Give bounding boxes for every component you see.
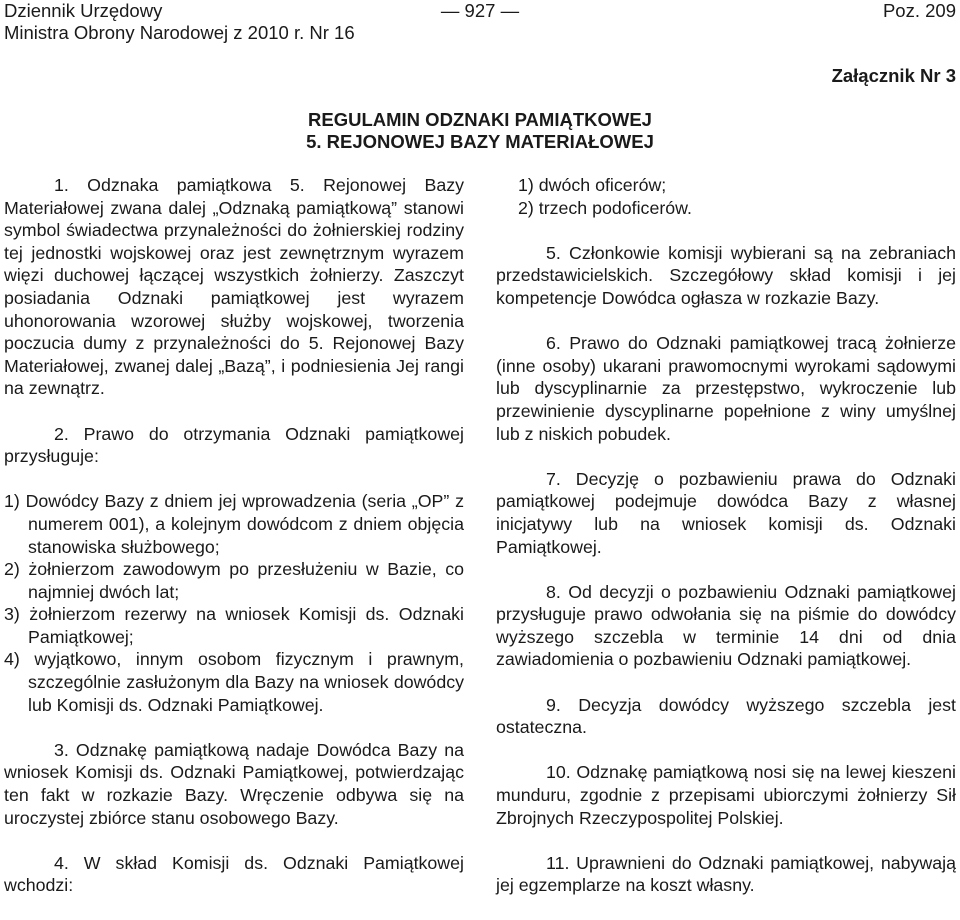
list-item: 4) wyjątkowo, innym osobom fizycznym i prawnym, szczególnie zasłużonym dla Bazy na wniosek dowódcy lub Komisji ds. Odznaki Pamiątkowej. <box>4 649 464 715</box>
position-number: Poz. 209 <box>882 0 956 21</box>
paragraph-4: 4. W skład Komisji ds. Odznaki Pamiątkowej wchodzi: <box>4 852 464 896</box>
commission-list <box>496 174 956 219</box>
paragraph-7: 7. Decyzję o pozbawieniu prawa do Odznaki pamiątkowej podejmuje dowódca Bazy z własnej inicjatywy lub na wniosek komisji ds. Odznaki Pamiątkowej. <box>496 468 956 557</box>
list-item: 3) żołnierzom rezerwy na wniosek Komisji ds. Odznaki Pamiątkowej; <box>4 604 464 647</box>
title-line-1: REGULAMIN ODZNAKI PAMIĄTKOWEJ <box>308 109 652 130</box>
paragraph-8: 8. Od decyzji o pozbawieniu Odznaki pamiątkowej przysługuje prawo odwołania się na piśmie do dowódcy wyższego szczebla w terminie 14 dni od dnia zawiadomienia o pozbawieniu Odznaki pamiątkowej. <box>496 581 956 670</box>
paragraph-9: 9. Decyzja dowódcy wyższego szczebla jest ostateczna. <box>496 694 956 738</box>
paragraph-5: 5. Członkowie komisji wybierani są na zebraniach przedstawicielskich. Szczegółowy skład komisji i jej kompetencje Dowódca ogłasza w rozkazie Bazy. <box>496 242 956 308</box>
paragraph-2: 2. Prawo do otrzymania Odznaki pamiątkowej przysługuje: <box>4 423 464 467</box>
paragraph-1: 1. Odznaka pamiątkowa 5. Rejonowej Bazy Materiałowej zwana dalej „Odznaką pamiątkową” stanowi symbol świadectwa przynależności do żołnierskiej rodziny tej jednostki wojskowej oraz jest zewnętrznym wyrazem więzi duchowej łączącej wszystkich żołnierzy. Zaszczyt posiadania Odznaki pamiątkowej jest wyrazem uhonorowania wzorowej służby wojskowej, tworzenia poczucia dumy z przynależności do 5. Rejonowej Bazy Materiałowej, zwanej dalej „Bazą”, i podniesienia Jej rangi na zewnątrz. <box>4 175 464 399</box>
journal-name: Dziennik Urzędowy <box>4 0 163 21</box>
paragraph-6: 6. Prawo do Odznaki pamiątkowej tracą żołnierze (inne osoby) ukarani prawomocnymi wyrokami sądowymi lub dyscyplinarnie za przestępstwo, wykroczenie lub przewinienie dyscyplinarne popełnione z winy umyślnej lub z niskich pobudek. <box>496 333 956 444</box>
left-column <box>4 174 464 920</box>
list-item: 2) żołnierzom zawodowym po przesłużeniu w Bazie, co najmniej dwóch lat; <box>4 559 464 602</box>
annex-label: Załącznik Nr 3 <box>831 65 956 86</box>
list-item: 1) Dowódcy Bazy z dniem jej wprowadzenia (seria „OP” z numerem 001), a kolejnym dowódcom z dniem objęcia stanowiska służbowego; <box>4 491 464 557</box>
title-line-2: 5. REJONOWEJ BAZY MATERIAŁOWEJ <box>306 131 654 152</box>
list-item: 2) trzech podoficerów. <box>518 197 692 218</box>
list-item: 1) dwóch oficerów; <box>518 175 667 195</box>
paragraph-3: 3. Odznakę pamiątkową nadaje Dowódca Bazy na wniosek Komisji ds. Odznaki Pamiątkowej, potwierdzając ten fakt w rozkazie Bazy. Wręczenie odbywa się na uroczystej zbiórce stanu osobowego Bazy. <box>4 739 464 828</box>
paragraph-11: 11. Uprawnieni do Odznaki pamiątkowej, nabywają jej egzemplarze na koszt własny. <box>496 852 956 896</box>
right-column <box>496 174 956 920</box>
ministry-line: Ministra Obrony Narodowej z 2010 r. Nr 16 <box>4 22 355 43</box>
paragraph-10: 10. Odznakę pamiątkową nosi się na lewej kieszeni munduru, zgodnie z przepisami ubiorczymi żołnierzy Sił Zbrojnych Rzeczypospolitej Polskiej. <box>496 762 956 828</box>
document-title <box>0 109 960 153</box>
entitlement-list <box>4 490 464 716</box>
page-number: — 927 — <box>440 0 520 21</box>
